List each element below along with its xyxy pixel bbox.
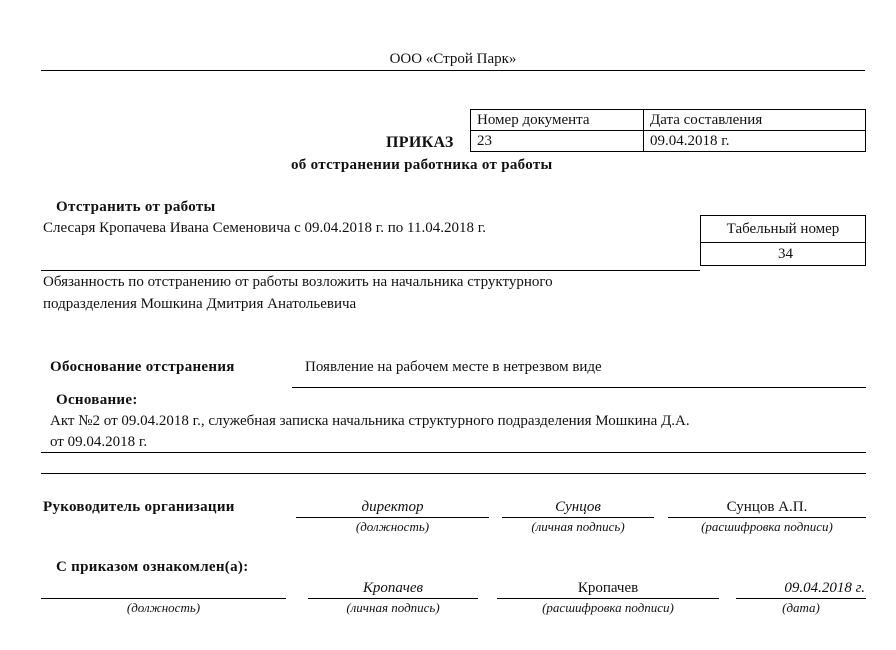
basis-line-2: от 09.04.2018 г. bbox=[50, 434, 148, 450]
order-number-value: 23 bbox=[471, 131, 644, 152]
head-name-caption: (расшифровка подписи) bbox=[701, 519, 833, 534]
duty-line-1: Обязанность по отстранению от работы возложить на начальника структурного bbox=[43, 274, 553, 290]
head-name-line bbox=[668, 517, 866, 518]
organization-name: ООО «Строй Парк» bbox=[389, 51, 517, 67]
ack-date: 09.04.2018 г. bbox=[784, 580, 865, 596]
tab-number-table bbox=[700, 215, 866, 266]
tab-number-value: 34 bbox=[701, 243, 866, 266]
head-position-caption: (должность) bbox=[355, 519, 430, 534]
order-number-header: Номер документа bbox=[471, 110, 644, 131]
ack-position-line bbox=[41, 598, 286, 599]
basis-underline-2 bbox=[41, 473, 866, 474]
ack-name-caption: (расшифровка подписи) bbox=[542, 600, 674, 615]
head-signature-line bbox=[502, 517, 654, 518]
order-date-value: 09.04.2018 г. bbox=[644, 131, 866, 152]
head-signature-label: Руководитель организации bbox=[43, 499, 235, 515]
justification-label: Обоснование отстранения bbox=[50, 359, 235, 375]
basis-underline-1 bbox=[41, 452, 866, 453]
ack-name: Кропачев bbox=[577, 580, 639, 596]
ack-name-line bbox=[497, 598, 719, 599]
order-subtitle: об отстранении работника от работы bbox=[291, 157, 553, 173]
tab-number-header: Табельный номер bbox=[701, 216, 866, 243]
suspend-underline bbox=[41, 270, 700, 271]
head-signature-caption: (личная подпись) bbox=[531, 519, 625, 534]
ack-position-caption: (должность) bbox=[126, 600, 201, 615]
suspend-text: Слесаря Кропачева Ивана Семеновича с 09.04.2018 г. по 11.04.2018 г. bbox=[43, 220, 486, 236]
suspend-heading: Отстранить от работы bbox=[56, 199, 216, 215]
duty-line-2: подразделения Мошкина Дмитрия Анатольевича bbox=[43, 296, 357, 312]
ack-signature: Кропачев bbox=[362, 580, 424, 596]
acknowledgement-label: С приказом ознакомлен(а): bbox=[56, 559, 249, 575]
order-title: ПРИКАЗ bbox=[386, 134, 454, 151]
head-position: директор bbox=[361, 499, 424, 515]
ack-signature-caption: (личная подпись) bbox=[346, 600, 440, 615]
basis-line-1: Акт №2 от 09.04.2018 г., служебная записка начальника структурного подразделения Мошкина Д.А. bbox=[50, 413, 690, 429]
basis-label: Основание: bbox=[56, 392, 138, 408]
ack-date-caption: (дата) bbox=[782, 600, 820, 615]
justification-underline bbox=[292, 387, 866, 388]
order-number-table bbox=[470, 109, 866, 152]
ack-date-line bbox=[736, 598, 866, 599]
organization-underline bbox=[41, 70, 865, 71]
head-name: Сунцов А.П. bbox=[726, 499, 808, 515]
order-date-header: Дата составления bbox=[644, 110, 866, 131]
head-signature: Сунцов bbox=[555, 499, 601, 515]
justification-value: Появление на рабочем месте в нетрезвом виде bbox=[305, 359, 602, 375]
head-position-line bbox=[296, 517, 489, 518]
ack-signature-line bbox=[308, 598, 478, 599]
